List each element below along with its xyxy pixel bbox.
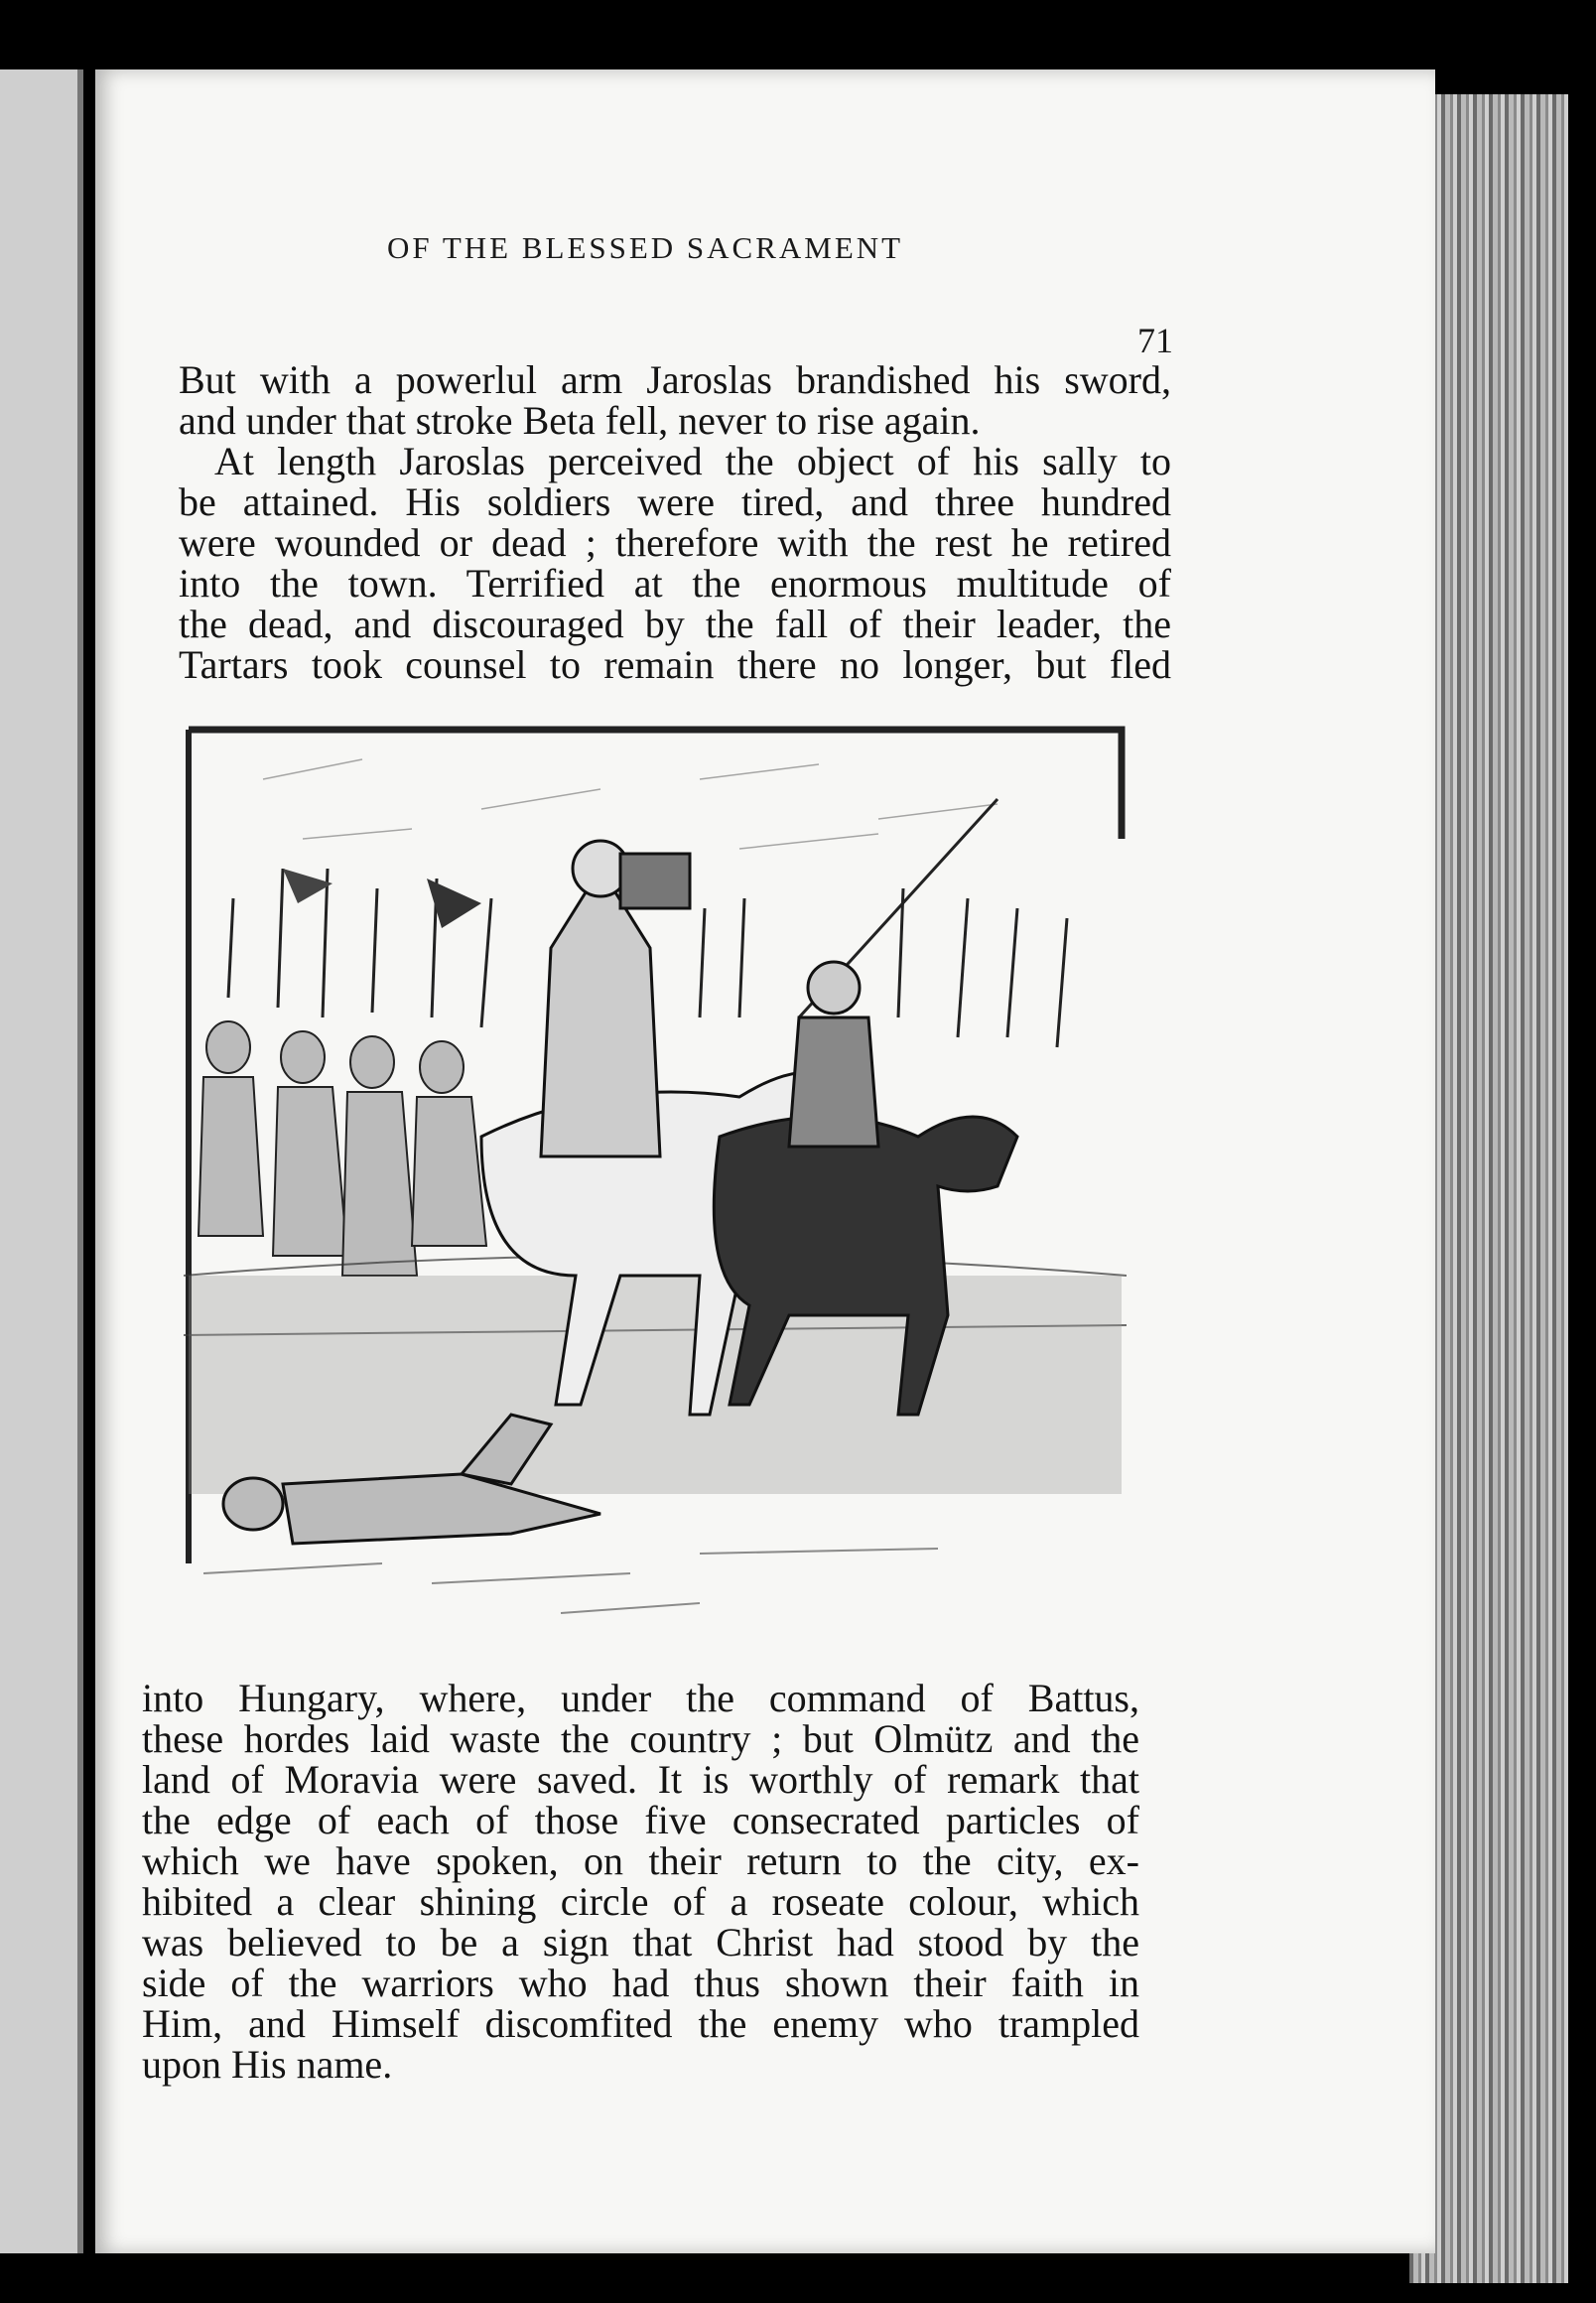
text-line: At length Jaroslas perceived the object of his sally to bbox=[214, 439, 1171, 483]
text-line: be attained. His soldiers were tired, and three hundred bbox=[179, 479, 1171, 524]
page-number: 71 bbox=[1137, 321, 1173, 360]
text-line: Tartars took counsel to remain there no longer, but fled bbox=[179, 642, 1171, 687]
text-line: these hordes laid waste the country ; but Olmütz and the bbox=[142, 1716, 1139, 1761]
text-line: the dead, and discouraged by the fall of their leader, the bbox=[179, 602, 1171, 646]
body-text-bottom bbox=[142, 1678, 1139, 2085]
text-line: was believed to be a sign that Christ had stood by the bbox=[142, 1920, 1139, 1964]
text-line: upon His name. bbox=[142, 2042, 393, 2087]
text-line: into Hungary, where, under the command of Battus, bbox=[142, 1676, 1139, 1720]
text-line: Him, and Himself discomfited the enemy who trampled bbox=[142, 2001, 1139, 2046]
text-line: which we have spoken, on their return to the city, ex- bbox=[142, 1838, 1139, 1883]
text-line: the edge of each of those five consecrated particles of bbox=[142, 1798, 1139, 1842]
text-line: and under that stroke Beta fell, never to rise again. bbox=[179, 398, 981, 443]
text-line: into the town. Terrified at the enormous multitude of bbox=[179, 561, 1171, 606]
running-header: OF THE BLESSED SACRAMENT bbox=[387, 230, 904, 265]
text-line: side of the warriors who had thus shown their faith in bbox=[142, 1961, 1139, 2005]
text-line: land of Moravia were saved. It is worthly of remark that bbox=[142, 1757, 1139, 1802]
battle-illustration bbox=[184, 720, 1127, 1633]
body-text-top bbox=[179, 359, 1171, 685]
text-line: hibited a clear shining circle of a roseate colour, which bbox=[142, 1879, 1139, 1924]
facing-page-edge bbox=[0, 69, 83, 2253]
text-line: were wounded or dead ; therefore with the rest he retired bbox=[179, 520, 1171, 565]
text-line: But with a powerlul arm Jaroslas brandished his sword, bbox=[179, 357, 1171, 402]
